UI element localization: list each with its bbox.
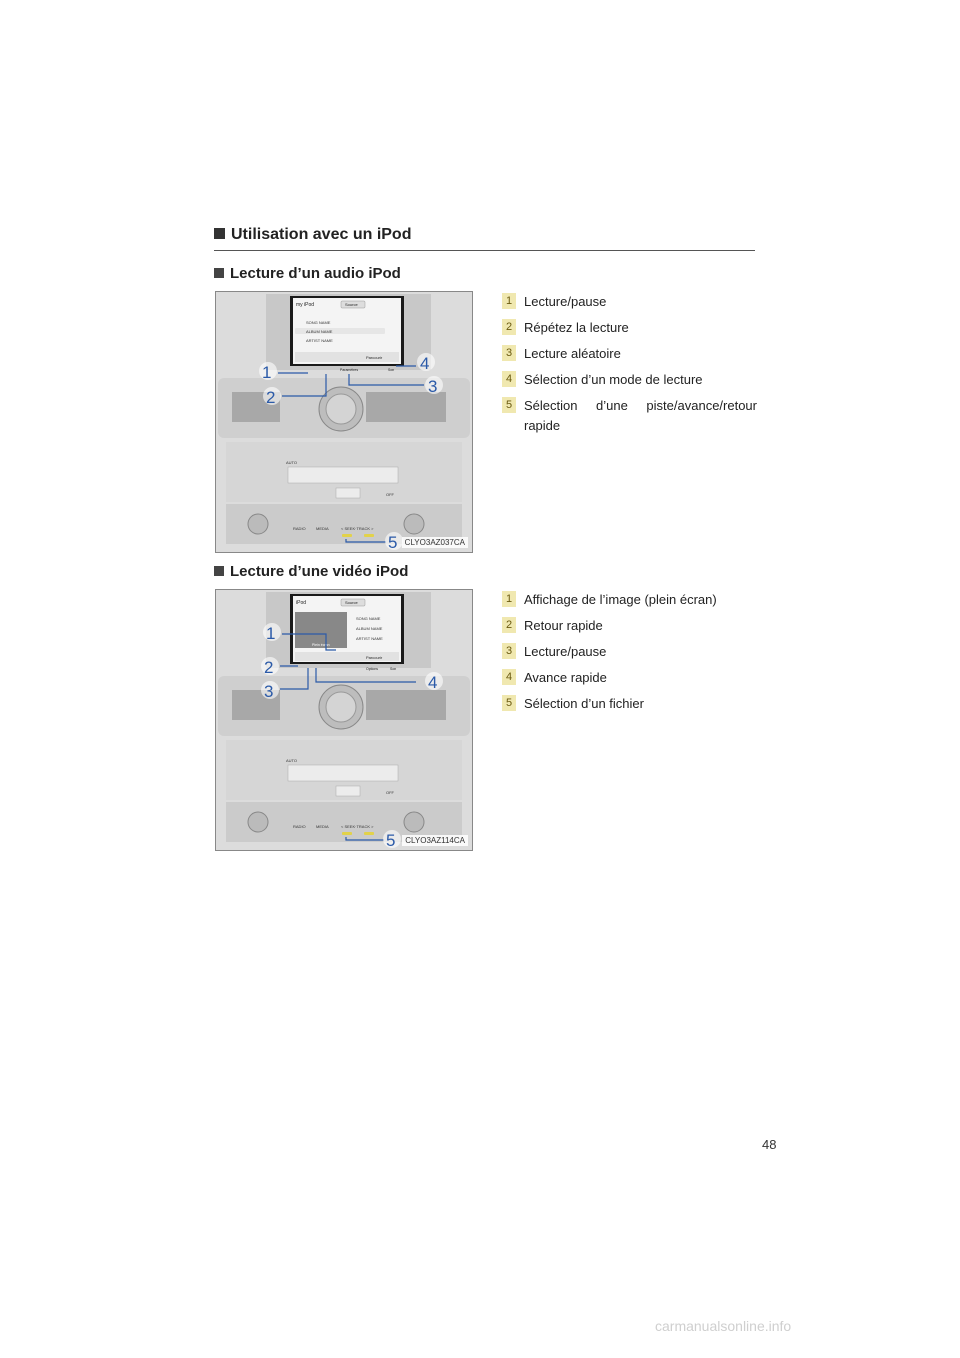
number-badge: 4 [502, 371, 516, 387]
console-auto: AUTO [286, 460, 298, 465]
console-seek-track: < SEEK·TRACK > [341, 526, 374, 531]
list-item: 3 Lecture/pause [502, 642, 757, 662]
console-radio: RADIO [293, 526, 306, 531]
console-off: OFF [386, 790, 394, 795]
number-badge: 5 [502, 397, 516, 413]
svg-text:2: 2 [264, 658, 274, 677]
console-auto: AUTO [286, 758, 298, 763]
svg-text:1: 1 [262, 363, 272, 382]
number-badge: 1 [502, 293, 516, 309]
screen-artist: ARTIST NAME [306, 338, 333, 343]
number-badge: 1 [502, 591, 516, 607]
console-media: MEDIA [316, 526, 329, 531]
figure-code: CLYO3AZ037CA [402, 537, 468, 548]
screen-album: ALBUM NAME [356, 626, 383, 631]
screen-parcourir: Parcourir [366, 655, 383, 660]
subsection-title-video: Lecture d’une vidéo iPod [214, 563, 408, 580]
screen-song: SONG NAME [356, 616, 381, 621]
list-item: 4 Sélection d’un mode de lecture [502, 370, 757, 390]
number-badge: 2 [502, 319, 516, 335]
list-item: 5 Sélection d’un fichier [502, 694, 757, 714]
screen-source-button: Source [345, 600, 358, 605]
screen-parcourir: Parcourir [366, 355, 383, 360]
screen-son: Son [390, 667, 397, 671]
square-bullet-icon [214, 566, 224, 576]
screen-album: ALBUM NAME [306, 329, 333, 334]
svg-text:1: 1 [266, 624, 276, 643]
svg-text:4: 4 [428, 673, 438, 692]
section-title: Utilisation avec un iPod [214, 226, 755, 251]
dashboard-photo-video [216, 590, 472, 850]
square-bullet-icon [214, 268, 224, 278]
list-item: 2 Retour rapide [502, 616, 757, 636]
screen-son: Son [388, 368, 395, 372]
audio-figure [215, 291, 473, 553]
console-media: MEDIA [316, 824, 329, 829]
number-badge: 2 [502, 617, 516, 633]
svg-text:2: 2 [266, 388, 276, 407]
video-figure [215, 589, 473, 851]
list-item: 1 Lecture/pause [502, 292, 757, 312]
list-item: 3 Lecture aléatoire [502, 344, 757, 364]
watermark: carmanualsonline.info [655, 1318, 792, 1334]
number-badge: 5 [502, 695, 516, 711]
screen-plein-ecran: Plein écran [312, 643, 330, 647]
svg-text:5: 5 [386, 831, 396, 850]
svg-text:3: 3 [428, 377, 438, 396]
square-bullet-icon [214, 228, 225, 239]
console-radio: RADIO [293, 824, 306, 829]
screen-artist: ARTIST NAME [356, 636, 383, 641]
video-legend-list [502, 590, 757, 720]
audio-legend-list [502, 292, 757, 442]
screen-title: my iPod [296, 302, 315, 308]
number-badge: 3 [502, 345, 516, 361]
figure-code: CLYO3AZ114CA [402, 835, 468, 846]
list-item: 1 Affichage de l’image (plein écran) [502, 590, 757, 610]
svg-text:5: 5 [388, 533, 398, 552]
list-item: 2 Répétez la lecture [502, 318, 757, 338]
console-seek-track: < SEEK·TRACK > [341, 824, 374, 829]
console-off: OFF [386, 492, 394, 497]
svg-text:4: 4 [420, 354, 430, 373]
list-item: 4 Avance rapide [502, 668, 757, 688]
screen-source-button: Source [345, 302, 358, 307]
screen-options: Options [366, 667, 379, 671]
svg-text:3: 3 [264, 682, 274, 701]
number-badge: 4 [502, 669, 516, 685]
screen-parametres: Paramètres [340, 368, 359, 372]
list-item: 5 Sélection d’une piste/avance/retour rapide [502, 396, 757, 436]
page-number: 48 [762, 1137, 777, 1152]
subsection-title-audio: Lecture d’un audio iPod [214, 265, 401, 282]
dashboard-photo-audio [216, 292, 472, 552]
screen-title: iPod [296, 600, 307, 606]
number-badge: 3 [502, 643, 516, 659]
screen-song: SONG NAME [306, 320, 331, 325]
